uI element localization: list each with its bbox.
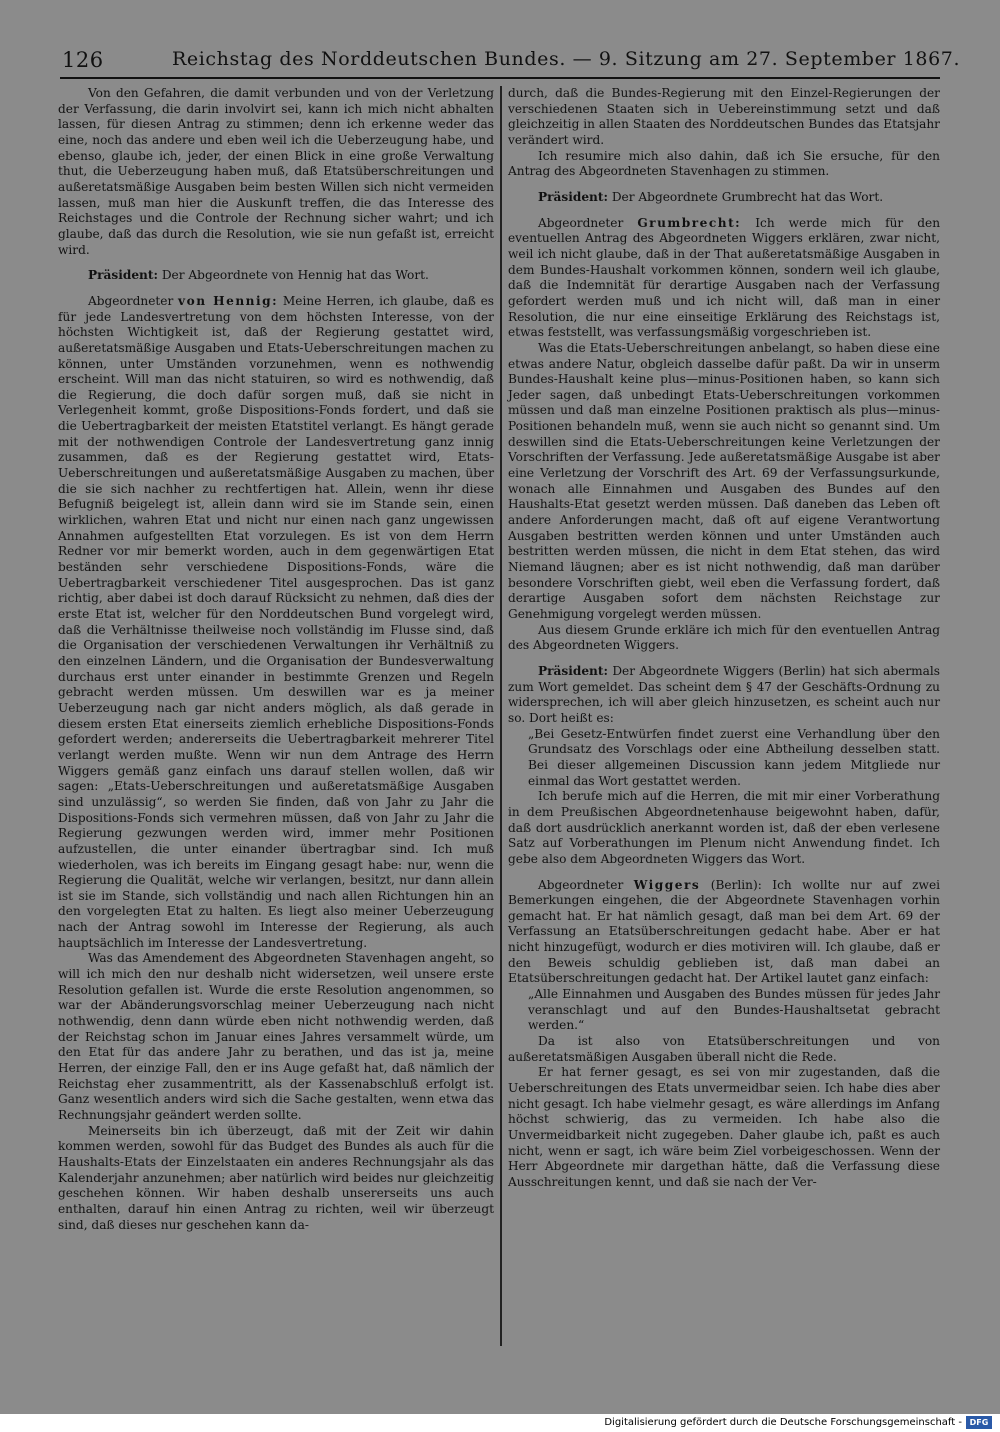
paragraph-president <box>508 190 940 206</box>
speaker-role: Präsident: <box>88 268 158 283</box>
left-column <box>58 86 494 1348</box>
paragraph-text: Der Abgeordnete Grumbrecht hat das Wort. <box>611 189 884 204</box>
right-column <box>508 86 940 1348</box>
running-title: Reichstag des Norddeutschen Bundes. — 9. Sitzung am 27. September 1867. <box>172 48 961 70</box>
speaker-name: Wiggers <box>633 877 701 892</box>
paragraph-speech <box>508 216 940 341</box>
quotation: „Bei Gesetz-Entwürfen findet zuerst eine Verhandlung über den Grundsatz des Vorschlags oder eine Abtheilung desselben statt. Bei dieser allgemeinen Discussion kann jedem Mitgliede nur einmal das Wort gestattet werden. <box>528 726 940 788</box>
paragraph: Da ist also von Etatsüberschreitungen und von außeretatsmäßigen Ausgaben überall nicht die Rede. <box>508 1034 940 1064</box>
header-rule <box>60 77 940 79</box>
page-header <box>60 46 961 76</box>
paragraph: Von den Gefahren, die damit verbunden und von der Verletzung der Verfassung, die darin involvirt sei, kann ich mich nicht abhalten lassen, für diesen Antrag zu stimmen; denn ich erkenne weder das eine, noch das andere und eben weil ich die Ueberzeugung habe, und ebenso, glaube ich, jeder, der einen Blick in eine große Verwaltung thut, die Ueberzeugung haben muß, daß Etatsüberschreitungen und außeretatsmäßige Ausgaben beim besten Willen sich nicht vermeiden lassen, muß man hier die Auskunft treffen, die das Interesse des Reichstages und die Controle der Rechnung sicher wahrt; und ich glaube, daß das durch die Resolution, wie sie nun gefaßt ist, erreicht wird. <box>58 86 494 257</box>
paragraph-text: Ich werde mich für den eventuellen Antrag des Abgeordneten Wiggers erklären, zwar nicht, weil ich nicht glaube, daß in der That außeretatsmäßige Ausgaben in dem Bundes-Haushalt vorkommen können, sondern weil ich glaube, daß die Indemnität für derartige Ausgaben nach der Verfassung gefordert werden muß und ich nicht will, daß man in einer Resolution, die nur eine einseitige Erklärung des Reichstags ist, etwas feststellt, was verfassungsmäßig vorgeschrieben ist. <box>508 215 941 340</box>
footer <box>0 1414 1000 1432</box>
speaker-intro: Abgeordneter <box>88 293 174 308</box>
paragraph-text: Der Abgeordnete von Hennig hat das Wort. <box>161 268 429 283</box>
paragraph: Meinerseits bin ich überzeugt, daß mit der Zeit wir dahin kommen werden, sowohl für das Budget des Bundes als auch für die Haushalts-Etats der Einzelstaaten ein anderes Rechnungsjahr als das Kalenderjahr anzunehmen; aber natürlich wird beides nur gleichzeitig geschehen können. Wir haben deshalb unsererseits uns auch enthalten, darauf hin einen Antrag zu richten, weil wir überzeugt sind, daß dieses nur geschehen kann da- <box>58 1123 494 1232</box>
paragraph-speech <box>508 878 940 988</box>
speaker-role: Präsident: <box>538 663 608 678</box>
paragraph: Aus diesem Grunde erkläre ich mich für den eventuellen Antrag des Abgeordneten Wiggers. <box>508 622 940 653</box>
paragraph: Er hat ferner gesagt, es sei von mir zugestanden, daß die Ueberschreitungen des Etats unvermeidbar seien. Ich habe dies aber nicht gesagt. Ich habe vielmehr gesagt, es wäre allerdings im Anfang höchst schwierig, das zu vermeiden. Ich habe also die Unvermeidbarkeit nicht zugegeben. Daher glaube ich, paßt es auch nicht, wenn er sagt, ich wäre beim Ziel vorbeigeschossen. Wenn der Herr Abgeordnete mir dargethan hätte, daß die Verfassung diese Ausschreitungen kennt, und daß sie nach der Ver- <box>508 1065 940 1189</box>
paragraph-text: (Berlin): Ich wollte nur auf zwei Bemerkungen eingehen, die der Abgeordnete Stavenhagen vorhin gemacht hat. Er hat nämlich gesagt, daß man bei dem Art. 69 der Verfassung an Etatsüberschreitungen gedacht habe. Aber er hat nicht hinzugefügt, wodurch er dies motiviren will. Ich glaube, daß er den Beweis schuldig geblieben ist, daß man dabei an Etatsüberschreitungen gedacht hat. Der Artikel lautet ganz einfach: <box>508 877 941 986</box>
quotation: „Alle Einnahmen und Ausgaben des Bundes müssen für jedes Jahr veranschlagt und auf den Bundes-Haushaltsetat gebracht werden.“ <box>528 987 940 1033</box>
column-divider <box>500 86 502 1346</box>
paragraph-president <box>58 268 494 284</box>
paragraph: Was das Amendement des Abgeordneten Stavenhagen angeht, so will ich mich den nur deshalb nicht widersetzen, weil unsere erste Resolution gefallen ist. Wurde die erste Resolution angenommen, so war der Abänderungsvorschlag meiner Ueberzeugung nach nicht nothwendig, denn dann würde eben nicht nothwendig werden, daß der Reichstag schon im Januar eines Jahres versammelt würde, um den Etat für das andere Jahr zu berathen, und das ist ja, meine Herren, der einzige Fall, den er ins Auge gefaßt hat, daß nämlich der Reichstag eher zusammentritt, als der Kassenabschluß erfolgt ist. Ganz wesentlich anders wird sich die Sache gestalten, wenn etwa das Rechnungsjahr geändert werden sollte. <box>58 951 494 1122</box>
speaker-role: Präsident: <box>538 189 608 204</box>
paragraph: durch, daß die Bundes-Regierung mit den Einzel-Regierungen der verschiedenen Staaten sich in Uebereinstimmung setzt und daß gleichzeitig in allen Staaten des Norddeutschen Bundes das Etatsjahr verändert wird. <box>508 86 940 147</box>
paragraph-text: Der Abgeordnete Wiggers (Berlin) hat sich abermals zum Wort gemeldet. Das scheint dem § 47 der Geschäfts-Ordnung zu widersprechen, ich will aber gleich hinzusetzen, es scheint auch nur so. Dort heißt es: <box>508 663 941 725</box>
paragraph-text: Meine Herren, ich glaube, daß es für jede Landesvertretung von dem höchsten Interesse, von der höchsten Wichtigkeit ist, daß der Regierung gestattet wird, außeretatsmäßige Ausgaben und Etats-Ueberschreitungen machen zu können, unter Umständen vorzunehmen, wenn es nothwendig erscheint. Will man das nicht statuiren, so wird es nothwendig, daß die Regierung, die doch dafür sorgen muß, daß sie nicht in Verlegenheit kommt, große Dispositions-Fonds fordert, und daß sie die Uebertragbarkeit der meisten Etatstitel verlangt. Es hängt gerade mit der nothwendigen Controle der Landesvertretung ganz innig zusammen, daß es der Regierung gestattet wird, Etats-Ueberschreitungen und außeretatsmäßige Ausgaben zu machen, über die sie sich nachher zu rechtfertigen hat. Allein, wenn ihr diese Befugniß beigelegt ist, allein dann wird sie im Stande sein, einen wirklichen, wahren Etat und nicht nur einen nach ganz ungewissen Annahmen aufgestellten Etat vorzulegen. Es ist von dem Herrn Redner vor mir bemerkt worden, auch in dem gegenwärtigen Etat beständen sehr verschiedene Dispositions-Fonds, wäre die Uebertragbarkeit verschiedener Titel ausgesprochen. Das ist ganz richtig, aber dabei ist doch darauf Rücksicht zu nehmen, daß dies der erste Etat ist, welcher für den Norddeutschen Bund vorgelegt wird, daß die Verhältnisse theilweise noch vollständig im Flusse sind, daß die Organisation der verschiedenen Verwaltungen ihr Verhältniß zu den einzelnen Ländern, und die Organisation der Bundesverwaltung durchaus erst unter einander in bestimmte Grenzen und Regeln gebracht werden müssen. Um deswillen war es ja meiner Ueberzeugung nach gar nicht anders möglich, als daß gerade in diesem ersten Etat einerseits ziemlich erhebliche Dispositions-Fonds gefordert werden; andererseits die Uebertragbarkeit mehrerer Titel verlangt werden mußte. Wenn wir nun dem Antrage des Herrn Wiggers gemäß ganz einfach uns darauf stellen wollen, daß wir sagen: „Etats-Ueberschreitungen und außeretatsmäßige Ausgaben sind unzulässig“, so werden Sie finden, daß von Jahr zu Jahr die Dispositions-Fonds sich vermehren müssen, daß von Jahr zu Jahr die Regierung gezwungen werden wird, immer mehr Positionen aufzustellen, die unter einander übertragbar sind. Ich muß wiederholen, was ich bereits im Eingang gesagt habe: nur, wenn die Regierung die Qualität, welche wir verlangen, besitzt, nur dann allein ist sie im Stande, sich vollständig und nach allen Richtungen hin an den vorgelegten Etat zu halten. Es liegt also meiner Ueberzeugung nach der Antrag sowohl im Interesse der Regierung, als auch hauptsächlich im Interesse der Landesvertretung. <box>58 293 495 950</box>
paragraph-president <box>508 664 940 727</box>
dfg-logo: DFG <box>966 1416 992 1429</box>
speaker-intro: Abgeordneter <box>538 877 624 892</box>
paragraph: Was die Etats-Ueberschreitungen anbelangt, so haben diese eine etwas andere Natur, obgleich dasselbe dafür paßt. Da wir in unserm Bundes-Haushalt keine plus—minus-Positionen haben, so kann sich Jeder sagen, daß unbedingt Etats-Ueberschreitungen vorkommen müssen und daß man einzelne Positionen praktisch als plus—minus-Positionen behandeln muß, wenn sie auch nicht so genannt sind. Um deswillen sind die Etats-Ueberschreitungen keine Verletzungen der Vorschriften der Verfassung. Jede außeretatsmäßige Ausgabe ist aber eine Verletzung der Vorschrift des Art. 69 der Verfassungsurkunde, wonach alle Einnahmen und Ausgaben des Bundes auf den Haushalts-Etat gesetzt werden müssen. Daß daneben das Leben oft andere Anforderungen macht, daß oft auf eigene Verantwortung Ausgaben bestritten werden können und unter Umständen auch bestritten werden müssen, die nicht in dem Etat stehen, das wird Niemand läugnen; aber es ist nicht nothwendig, daß man darüber besondere Vorschriften giebt, weil eben die Verfassung fordert, daß derartige Ausgaben sofort dem nächsten Reichstage zur Genehmigung vorgelegt werden müssen. <box>508 340 940 621</box>
funding-note: Digitalisierung gefördert durch die Deutsche Forschungsgemeinschaft - <box>604 1417 962 1428</box>
page-number: 126 <box>62 48 104 72</box>
speaker-name: von Hennig: <box>178 293 279 308</box>
paragraph: Ich berufe mich auf die Herren, die mit mir einer Vorberathung in dem Preußischen Abgeordnetenhause beigewohnt haben, dafür, daß dort ausdrücklich anerkannt worden ist, daß der eben verlesene Satz auf Vorberathungen im Plenum nicht Anwendung findet. Ich gebe also dem Abgeordneten Wiggers das Wort. <box>508 789 940 866</box>
speaker-intro: Abgeordneter <box>538 215 624 230</box>
paragraph-speech <box>58 294 494 952</box>
paragraph: Ich resumire mich also dahin, daß ich Sie ersuche, für den Antrag des Abgeordneten Stavenhagen zu stimmen. <box>508 148 940 179</box>
speaker-name: Grumbrecht: <box>637 215 742 230</box>
